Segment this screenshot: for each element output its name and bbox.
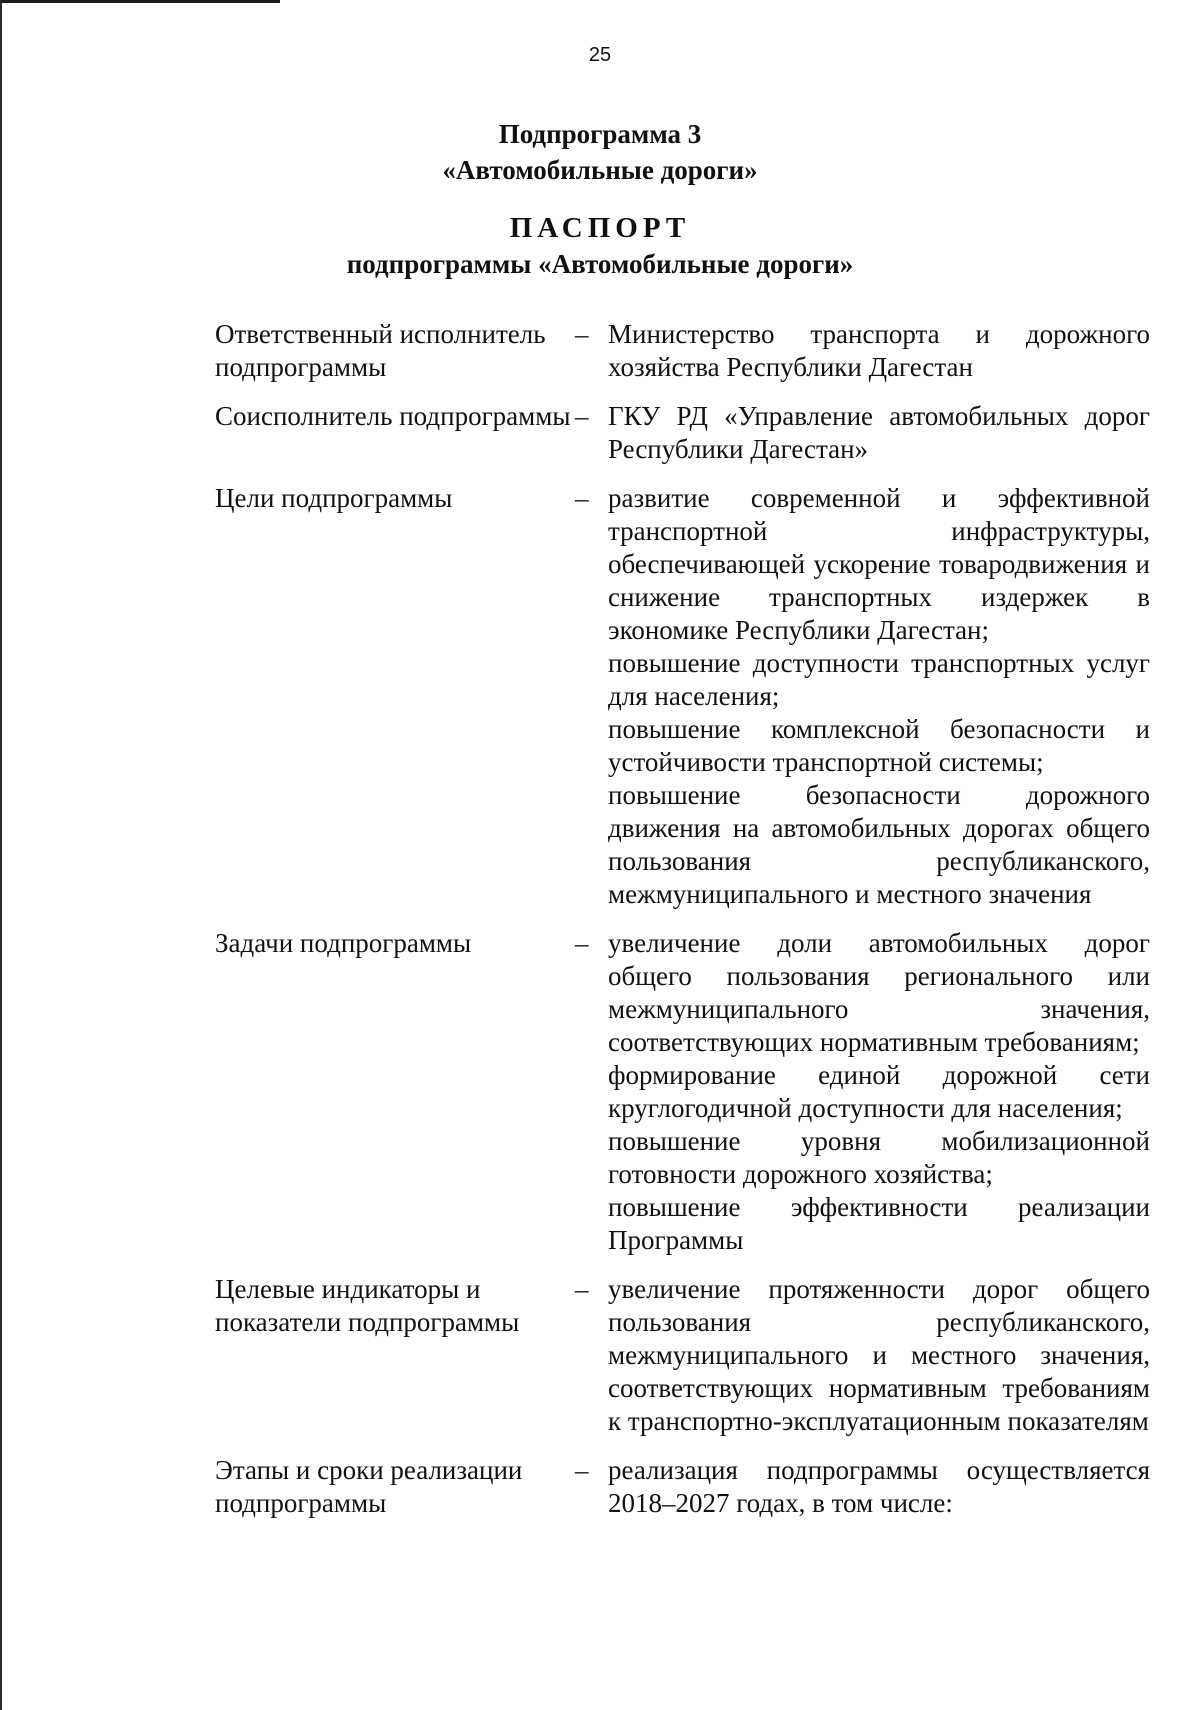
row-dash: – bbox=[575, 1455, 589, 1485]
passport-row bbox=[215, 1454, 1150, 1520]
row-label: Цели подпрограммы bbox=[215, 483, 453, 513]
passport-row bbox=[215, 318, 1150, 384]
row-label: Целевые индикаторы и показатели подпрограммы bbox=[215, 1274, 520, 1337]
passport-row bbox=[215, 927, 1150, 1257]
subprogram-name: «Автомобильные дороги» bbox=[442, 155, 758, 185]
row-value bbox=[608, 318, 1150, 384]
value-paragraph: повышение доступности транспортных услуг для населения; bbox=[608, 648, 1150, 711]
row-dash: – bbox=[575, 319, 589, 349]
value-paragraph: повышение безопасности дорожного движения на автомобильных дорогах общего пользования республиканского, межмуниципального и местного значения bbox=[608, 780, 1150, 909]
row-label: Этапы и сроки реализации подпрограммы bbox=[215, 1455, 523, 1518]
passport-row bbox=[215, 1273, 1150, 1438]
row-dash: – bbox=[575, 1274, 589, 1304]
value-paragraph: реализация подпрограммы осуществляется 2018–2027 годах, в том числе: bbox=[608, 1455, 1150, 1518]
value-paragraph: развитие современной и эффективной транспортной инфраструктуры, обеспечивающей ускорение товародвижения и снижение транспортных издержек в экономике Республики Дагестан; bbox=[608, 483, 1150, 645]
value-paragraph: повышение эффективности реализации Программы bbox=[608, 1192, 1150, 1255]
value-paragraph: увеличение доли автомобильных дорог общего пользования регионального или межмуниципального значения, соответствующих нормативным требованиям; bbox=[608, 928, 1150, 1057]
value-paragraph: повышение комплексной безопасности и устойчивости транспортной системы; bbox=[608, 714, 1150, 777]
page-number: 25 bbox=[588, 44, 612, 66]
row-label: Соисполнитель подпрограммы bbox=[215, 401, 571, 431]
row-value bbox=[608, 1454, 1150, 1520]
scan-edge-top bbox=[0, 0, 280, 3]
row-label: Задачи подпрограммы bbox=[215, 928, 472, 958]
value-paragraph: увеличение протяженности дорог общего пользования республиканского, межмуниципального и местного значения, соответствующих нормативным требованиям к транспортно-эксплуатационным показателям bbox=[608, 1274, 1150, 1436]
row-value bbox=[608, 482, 1150, 911]
passport-row bbox=[215, 400, 1150, 466]
row-dash: – bbox=[575, 483, 589, 513]
value-paragraph: ГКУ РД «Управление автомобильных дорог Республики Дагестан» bbox=[608, 401, 1150, 464]
value-paragraph: формирование единой дорожной сети круглогодичной доступности для населения; bbox=[608, 1060, 1150, 1123]
passport-row bbox=[215, 482, 1150, 911]
passport-title: ПАСПОРТ bbox=[509, 212, 691, 244]
passport-subtitle: подпрограммы «Автомобильные дороги» bbox=[346, 249, 854, 279]
subprogram-heading bbox=[0, 116, 1200, 188]
row-value bbox=[608, 927, 1150, 1257]
row-label: Ответственный исполнитель подпрограммы bbox=[215, 319, 546, 382]
row-dash: – bbox=[575, 401, 589, 431]
row-value bbox=[608, 1273, 1150, 1438]
row-dash: – bbox=[575, 928, 589, 958]
passport-table bbox=[215, 318, 1150, 1520]
value-paragraph: Министерство транспорта и дорожного хозяйства Республики Дагестан bbox=[608, 319, 1150, 382]
row-value bbox=[608, 400, 1150, 466]
value-paragraph: повышение уровня мобилизационной готовности дорожного хозяйства; bbox=[608, 1126, 1150, 1189]
subprogram-number: Подпрограмма 3 bbox=[498, 119, 702, 149]
